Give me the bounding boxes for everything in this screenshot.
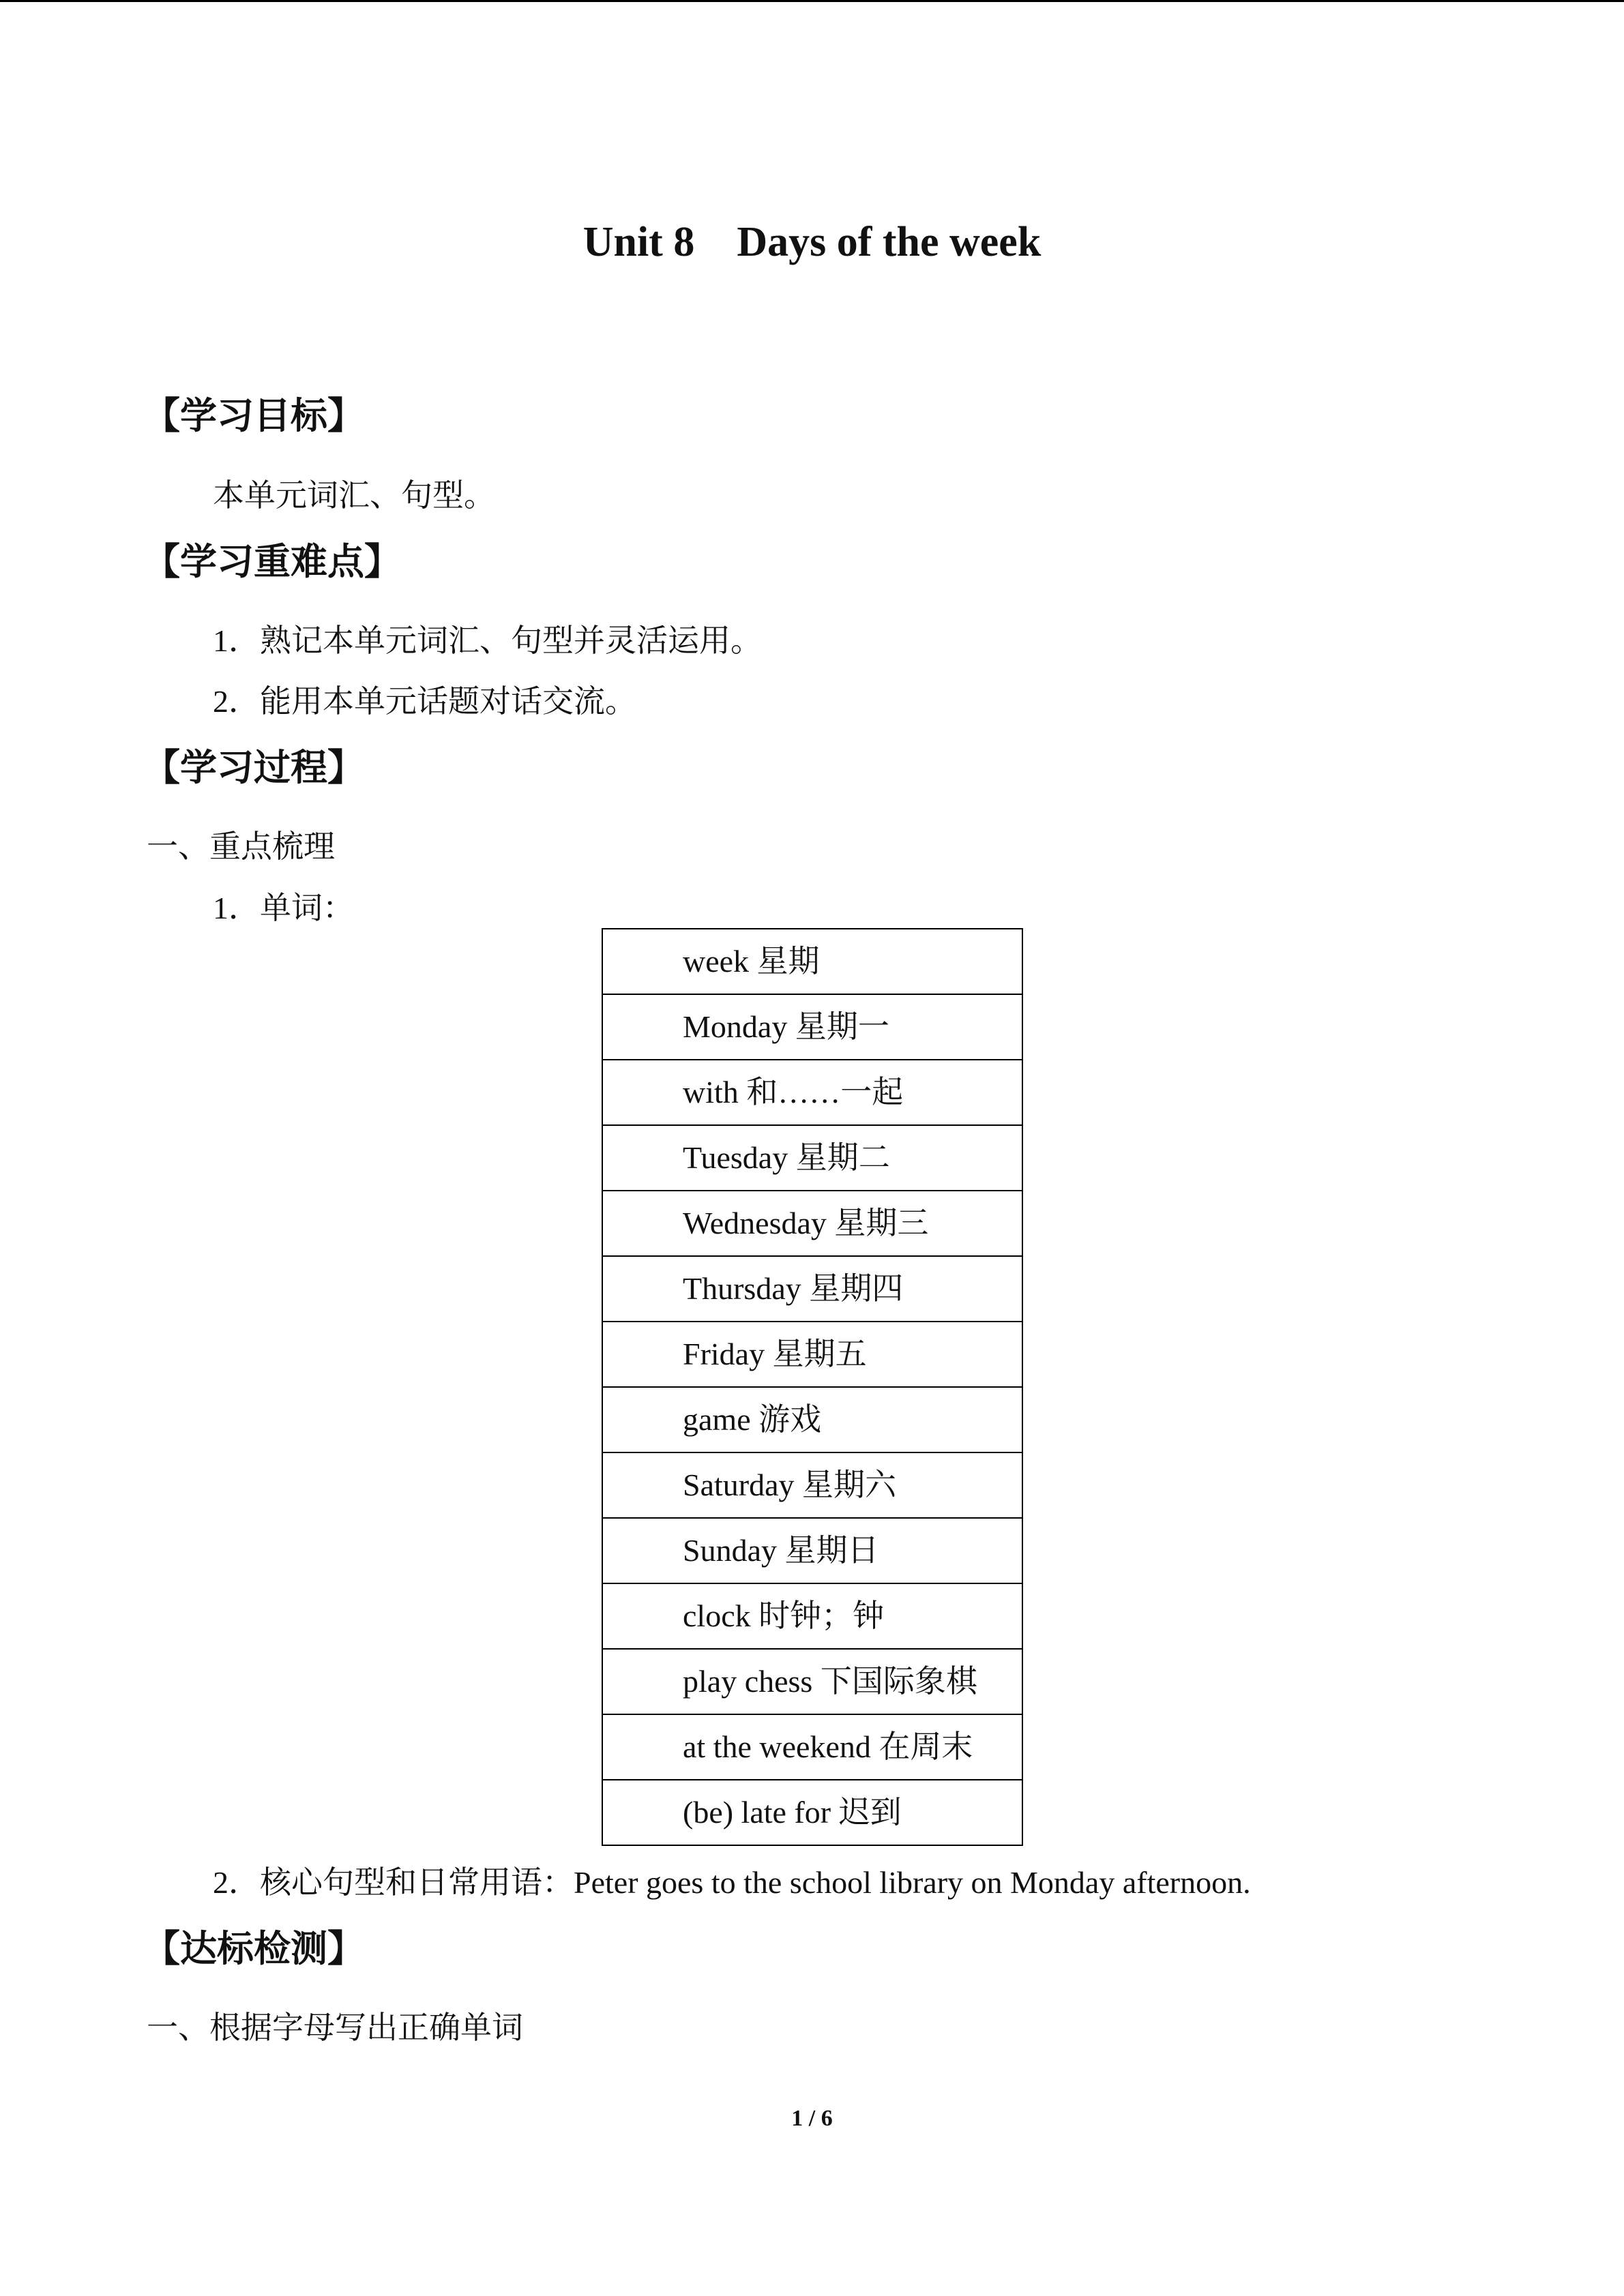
vocabulary-cell: Tuesday 星期二 xyxy=(602,1125,1022,1191)
vocabulary-row xyxy=(602,929,1022,994)
vocabulary-table xyxy=(602,928,1023,1846)
vocabulary-cell: play chess 下国际象棋 xyxy=(602,1649,1022,1714)
key-point-item-2: 2．能用本单元话题对话交流。 xyxy=(213,684,636,719)
test-subheading: 一、根据字母写出正确单词 xyxy=(147,2010,523,2045)
vocabulary-cell: clock 时钟；钟 xyxy=(602,1583,1022,1649)
vocabulary-row xyxy=(602,1256,1022,1322)
objectives-text: 本单元词汇、句型。 xyxy=(213,478,495,513)
vocabulary-cell: Wednesday 星期三 xyxy=(602,1191,1022,1256)
vocabulary-row xyxy=(602,1780,1022,1845)
vocabulary-row xyxy=(602,1583,1022,1649)
vocabulary-cell: at the weekend 在周末 xyxy=(602,1714,1022,1780)
vocabulary-cell: Thursday 星期四 xyxy=(602,1256,1022,1322)
vocabulary-row xyxy=(602,1191,1022,1256)
test-heading: 【达标检测】 xyxy=(143,1927,364,1970)
vocabulary-cell: Monday 星期一 xyxy=(602,994,1022,1060)
top-border-line xyxy=(0,0,1624,2)
vocabulary-cell: Friday 星期五 xyxy=(602,1322,1022,1387)
core-sentence: 2．核心句型和日常用语：Peter goes to the school library on Monday afternoon. xyxy=(213,1865,1251,1900)
vocabulary-row xyxy=(602,1322,1022,1387)
process-subheading: 一、重点梳理 xyxy=(147,829,335,864)
vocabulary-row xyxy=(602,1518,1022,1583)
vocabulary-cell: (be) late for 迟到 xyxy=(602,1780,1022,1845)
vocabulary-cell: game 游戏 xyxy=(602,1387,1022,1452)
vocabulary-row xyxy=(602,1452,1022,1518)
vocabulary-row xyxy=(602,994,1022,1060)
vocabulary-row xyxy=(602,1060,1022,1125)
vocabulary-cell: with 和……一起 xyxy=(602,1060,1022,1125)
vocabulary-row xyxy=(602,1125,1022,1191)
vocabulary-cell: Sunday 星期日 xyxy=(602,1518,1022,1583)
objectives-heading: 【学习目标】 xyxy=(143,394,364,437)
key-point-item-1: 1．熟记本单元词汇、句型并灵活运用。 xyxy=(213,623,762,658)
vocabulary-row xyxy=(602,1649,1022,1714)
vocabulary-row xyxy=(602,1387,1022,1452)
page-number: 1 / 6 xyxy=(791,2106,833,2131)
vocabulary-table-body xyxy=(602,929,1022,1845)
page-title: Unit 8 Days of the week xyxy=(582,219,1042,265)
key-points-heading: 【学习重难点】 xyxy=(143,540,401,583)
process-heading: 【学习过程】 xyxy=(143,746,364,789)
words-label: 1．单词： xyxy=(213,891,354,925)
vocabulary-cell: week 星期 xyxy=(602,929,1022,994)
vocabulary-cell: Saturday 星期六 xyxy=(602,1452,1022,1518)
vocabulary-row xyxy=(602,1714,1022,1780)
